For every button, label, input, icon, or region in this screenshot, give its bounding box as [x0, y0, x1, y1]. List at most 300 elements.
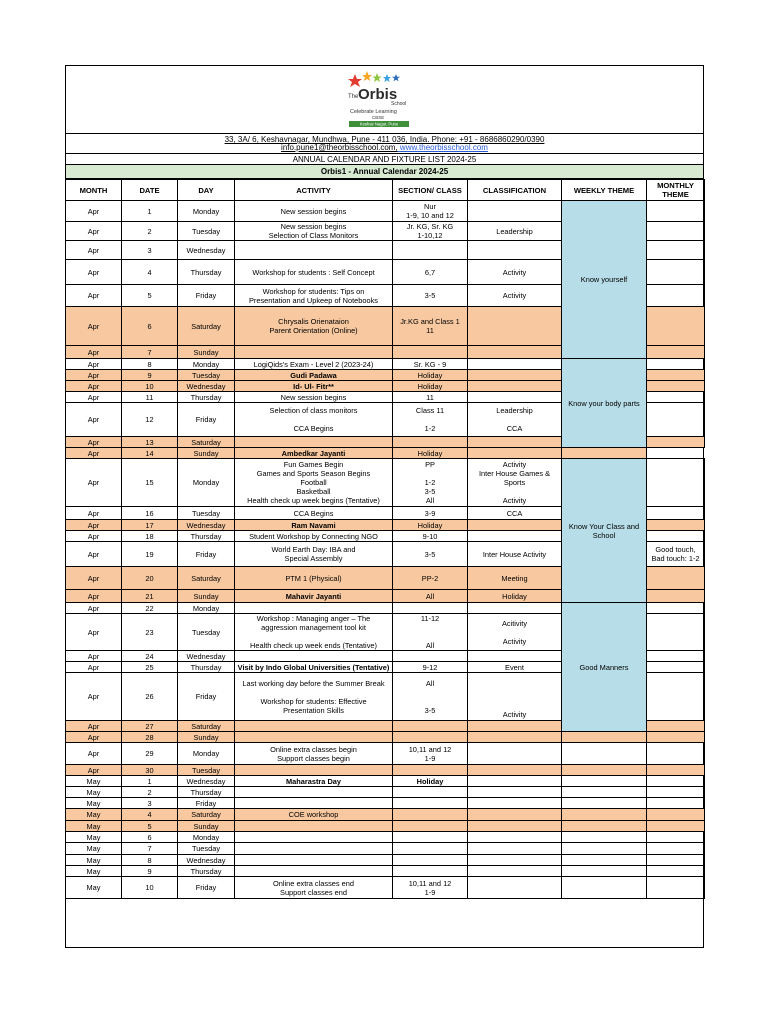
- cell-month: Apr: [66, 673, 122, 721]
- cell-activity: Fun Games Begin Games and Sports Season Begins Football Basketball Health check up week begins (Tentative): [235, 459, 393, 507]
- cell-section: [393, 787, 468, 798]
- cell-classification: Holiday: [468, 590, 562, 603]
- monthly-theme-empty: [647, 866, 705, 877]
- cell-day: Thursday: [178, 531, 235, 542]
- logo-tagline: Celebrate Learning: [350, 109, 397, 115]
- cell-day: Tuesday: [178, 843, 235, 855]
- cell-day: Friday: [178, 285, 235, 307]
- cell-classification: [468, 765, 562, 776]
- table-row: [66, 809, 705, 821]
- cell-section: Class 11 1-2: [393, 403, 468, 437]
- cell-date: 1: [122, 201, 178, 222]
- cell-section: 3-9: [393, 507, 468, 520]
- cell-day: Sunday: [178, 590, 235, 603]
- monthly-theme-empty: [647, 381, 705, 392]
- cell-day: Friday: [178, 877, 235, 899]
- table-row: [66, 787, 705, 798]
- cell-month: Apr: [66, 381, 122, 392]
- col-day: DAY: [178, 180, 235, 201]
- cell-classification: [468, 832, 562, 843]
- cell-section: Holiday: [393, 370, 468, 381]
- monthly-theme-empty: [647, 614, 705, 651]
- col-weekly-theme: WEEKLY THEME: [562, 180, 647, 201]
- cell-classification: [468, 651, 562, 662]
- cell-section: Holiday: [393, 381, 468, 392]
- monthly-theme-empty: [647, 821, 705, 832]
- cell-activity: LogiQids's Exam - Level 2 (2023-24): [235, 359, 393, 370]
- cell-month: Apr: [66, 359, 122, 370]
- cell-date: 3: [122, 241, 178, 260]
- monthly-theme-empty: [647, 392, 705, 403]
- calendar-body: [66, 201, 705, 899]
- cell-activity: Student Workshop by Connecting NGO: [235, 531, 393, 542]
- monthly-theme-empty: [647, 567, 705, 590]
- cell-activity: CCA Begins: [235, 507, 393, 520]
- cell-day: Sunday: [178, 821, 235, 832]
- cell-classification: Inter House Activity: [468, 542, 562, 567]
- monthly-theme-empty: [647, 346, 705, 359]
- cell-classification: Meeting: [468, 567, 562, 590]
- cell-section: Jr.KG and Class 1 11: [393, 307, 468, 346]
- cell-date: 6: [122, 832, 178, 843]
- cell-day: Wednesday: [178, 381, 235, 392]
- cell-month: May: [66, 832, 122, 843]
- monthly-theme-empty: [562, 448, 647, 459]
- weekly-theme-empty: [562, 843, 647, 855]
- cell-activity: [235, 843, 393, 855]
- cell-month: Apr: [66, 662, 122, 673]
- weekly-theme-empty: [562, 855, 647, 866]
- cell-month: May: [66, 877, 122, 899]
- cell-day: Tuesday: [178, 614, 235, 651]
- cell-date: 8: [122, 855, 178, 866]
- cell-month: Apr: [66, 370, 122, 381]
- cell-classification: [468, 721, 562, 732]
- weekly-theme-empty: [562, 776, 647, 787]
- cell-activity: [235, 651, 393, 662]
- cell-day: Monday: [178, 832, 235, 843]
- cell-day: Friday: [178, 673, 235, 721]
- monthly-theme-empty: [647, 673, 705, 721]
- table-row: [66, 732, 705, 743]
- cell-day: Monday: [178, 743, 235, 765]
- cell-month: Apr: [66, 721, 122, 732]
- monthly-theme-empty: [647, 832, 705, 843]
- monthly-theme-empty: [647, 437, 705, 448]
- cell-day: Friday: [178, 798, 235, 809]
- weekly-theme-empty: [562, 821, 647, 832]
- cell-classification: [468, 843, 562, 855]
- cell-section: 3-5: [393, 285, 468, 307]
- cell-date: 6: [122, 307, 178, 346]
- cell-section: 10,11 and 12 1-9: [393, 877, 468, 899]
- cell-month: Apr: [66, 285, 122, 307]
- monthly-theme-empty: [647, 201, 705, 222]
- monthly-theme-empty: [647, 241, 705, 260]
- cell-date: 19: [122, 542, 178, 567]
- cell-classification: [468, 520, 562, 531]
- cell-section: Holiday: [393, 520, 468, 531]
- cell-section: 3-5: [393, 542, 468, 567]
- cell-section: [393, 821, 468, 832]
- cell-activity: [235, 437, 393, 448]
- cell-classification: CCA: [468, 507, 562, 520]
- cell-month: Apr: [66, 567, 122, 590]
- cell-activity: [235, 765, 393, 776]
- cell-month: May: [66, 843, 122, 855]
- cell-month: Apr: [66, 651, 122, 662]
- cell-section: [393, 346, 468, 359]
- cell-activity: [235, 866, 393, 877]
- weekly-theme: Know Your Class and School: [562, 459, 647, 603]
- cell-date: 7: [122, 843, 178, 855]
- cell-classification: Leadership: [468, 222, 562, 241]
- school-logo: [345, 68, 415, 128]
- weekly-theme: Know yourself: [562, 201, 647, 359]
- cell-section: Holiday: [393, 776, 468, 787]
- cell-date: 29: [122, 743, 178, 765]
- cell-day: Wednesday: [178, 855, 235, 866]
- cell-section: [393, 866, 468, 877]
- cell-classification: [468, 798, 562, 809]
- cell-classification: [468, 821, 562, 832]
- monthly-theme-empty: [647, 507, 705, 520]
- cell-classification: [468, 855, 562, 866]
- cell-section: [393, 843, 468, 855]
- cell-day: Wednesday: [178, 241, 235, 260]
- cell-activity: Id- Ul- Fitr**: [235, 381, 393, 392]
- cell-day: Tuesday: [178, 370, 235, 381]
- cell-activity: [235, 603, 393, 614]
- cell-section: 9-10: [393, 531, 468, 542]
- cell-classification: [468, 437, 562, 448]
- cell-classification: [468, 392, 562, 403]
- cell-day: Tuesday: [178, 507, 235, 520]
- cell-month: Apr: [66, 520, 122, 531]
- cell-classification: [468, 787, 562, 798]
- logo-name: Orbis: [358, 86, 398, 103]
- monthly-theme-empty: [647, 776, 705, 787]
- cell-activity: World Earth Day: IBA and Special Assembly: [235, 542, 393, 567]
- cell-section: [393, 241, 468, 260]
- cell-classification: [468, 776, 562, 787]
- cell-day: Wednesday: [178, 520, 235, 531]
- cell-day: Thursday: [178, 392, 235, 403]
- monthly-theme-empty: [647, 260, 705, 285]
- col-monthly-theme: MONTHLY THEME: [647, 180, 705, 201]
- school-website[interactable]: www.theorbisschool.com: [397, 143, 488, 152]
- cell-section: [393, 651, 468, 662]
- cell-activity: [235, 832, 393, 843]
- cell-activity: Online extra classes begin Support classes begin: [235, 743, 393, 765]
- cell-date: 23: [122, 614, 178, 651]
- col-section: SECTION/ CLASS: [393, 180, 468, 201]
- cell-month: May: [66, 798, 122, 809]
- monthly-theme: Good touch, Bad touch: 1-2: [647, 542, 705, 567]
- cell-month: Apr: [66, 542, 122, 567]
- cell-classification: [468, 531, 562, 542]
- weekly-theme-empty: [562, 809, 647, 821]
- monthly-theme-empty: [647, 531, 705, 542]
- cell-month: May: [66, 809, 122, 821]
- table-row: [66, 603, 705, 614]
- calendar-table: [65, 179, 705, 899]
- cell-date: 13: [122, 437, 178, 448]
- cell-section: [393, 855, 468, 866]
- cell-section: PP-2: [393, 567, 468, 590]
- cell-date: 5: [122, 285, 178, 307]
- cell-month: Apr: [66, 222, 122, 241]
- cell-activity: Maharastra Day: [235, 776, 393, 787]
- cell-section: All 3-5: [393, 673, 468, 721]
- document-title: [66, 153, 703, 164]
- calendar-title: Orbis1 - Annual Calendar 2024-25: [320, 167, 449, 176]
- cell-date: 11: [122, 392, 178, 403]
- cell-classification: Activity: [468, 673, 562, 721]
- cell-section: All: [393, 590, 468, 603]
- table-row: [66, 359, 705, 370]
- weekly-theme-empty: [562, 765, 647, 776]
- cell-activity: Mahavir Jayanti: [235, 590, 393, 603]
- monthly-theme-empty: [647, 743, 705, 765]
- cell-day: Sunday: [178, 346, 235, 359]
- table-row: [66, 855, 705, 866]
- cell-section: [393, 809, 468, 821]
- weekly-theme-empty: [562, 877, 647, 899]
- cell-date: 9: [122, 866, 178, 877]
- cell-section: 11: [393, 392, 468, 403]
- cell-month: May: [66, 866, 122, 877]
- monthly-theme-empty: [647, 809, 705, 821]
- cell-section: PP 1-2 3-5 All: [393, 459, 468, 507]
- weekly-theme-empty: [562, 866, 647, 877]
- weekly-theme-empty: [562, 798, 647, 809]
- cell-date: 7: [122, 346, 178, 359]
- cell-day: Tuesday: [178, 765, 235, 776]
- table-row: [66, 798, 705, 809]
- calendar-title-band: [66, 164, 703, 179]
- cell-classification: Acitivity Activity: [468, 614, 562, 651]
- cell-activity: New session begins: [235, 201, 393, 222]
- cell-date: 26: [122, 673, 178, 721]
- cell-date: 21: [122, 590, 178, 603]
- cell-day: Monday: [178, 201, 235, 222]
- cell-classification: [468, 201, 562, 222]
- table-row: [66, 743, 705, 765]
- cell-month: Apr: [66, 307, 122, 346]
- cell-date: 3: [122, 798, 178, 809]
- cell-activity: [235, 241, 393, 260]
- cell-classification: Leadership CCA: [468, 403, 562, 437]
- cell-section: 9-12: [393, 662, 468, 673]
- cell-classification: Activity: [468, 285, 562, 307]
- cell-classification: [468, 381, 562, 392]
- contact-line: [66, 143, 703, 152]
- cell-date: 20: [122, 567, 178, 590]
- cell-section: 10,11 and 12 1-9: [393, 743, 468, 765]
- weekly-theme: Good Manners: [562, 603, 647, 732]
- cell-activity: New session begins: [235, 392, 393, 403]
- cell-section: 6,7: [393, 260, 468, 285]
- cell-day: Wednesday: [178, 651, 235, 662]
- cell-date: 17: [122, 520, 178, 531]
- cell-classification: [468, 448, 562, 459]
- cell-month: Apr: [66, 437, 122, 448]
- cell-date: 25: [122, 662, 178, 673]
- cell-classification: [468, 359, 562, 370]
- cell-date: 8: [122, 359, 178, 370]
- monthly-theme-empty: [647, 651, 705, 662]
- school-address: 33, 3A/ 6, Keshavnagar, Mundhwa, Pune - 411 036, India. Phone: +91 - 8686860290/0390: [224, 135, 545, 144]
- cell-classification: [468, 877, 562, 899]
- monthly-theme-empty: [647, 285, 705, 307]
- cell-month: Apr: [66, 531, 122, 542]
- cell-day: Saturday: [178, 809, 235, 821]
- monthly-theme-empty: [647, 307, 705, 346]
- cell-day: Thursday: [178, 787, 235, 798]
- cell-classification: Event: [468, 662, 562, 673]
- col-month: MONTH: [66, 180, 122, 201]
- cell-classification: [468, 241, 562, 260]
- cell-day: Sunday: [178, 732, 235, 743]
- cell-month: Apr: [66, 765, 122, 776]
- cell-classification: [468, 346, 562, 359]
- table-row: [66, 776, 705, 787]
- table-header-row: [66, 180, 705, 201]
- cell-month: Apr: [66, 260, 122, 285]
- cell-date: 1: [122, 776, 178, 787]
- cell-month: Apr: [66, 732, 122, 743]
- monthly-theme-empty: [647, 855, 705, 866]
- cell-date: 15: [122, 459, 178, 507]
- table-row: [66, 765, 705, 776]
- cell-activity: [235, 732, 393, 743]
- logo-location: Keshav Nagar, Pune: [359, 121, 399, 127]
- monthly-theme-empty: [647, 877, 705, 899]
- table-row: [66, 866, 705, 877]
- cell-date: 4: [122, 260, 178, 285]
- cell-month: Apr: [66, 590, 122, 603]
- cell-month: May: [66, 821, 122, 832]
- cell-date: 2: [122, 222, 178, 241]
- cell-day: Thursday: [178, 260, 235, 285]
- monthly-theme-empty: [647, 662, 705, 673]
- cell-activity: New session begins Selection of Class Monitors: [235, 222, 393, 241]
- table-row: [66, 448, 705, 459]
- cell-date: 24: [122, 651, 178, 662]
- monthly-theme-empty: [647, 603, 705, 614]
- cell-day: Saturday: [178, 437, 235, 448]
- cell-classification: [468, 743, 562, 765]
- cell-day: Thursday: [178, 866, 235, 877]
- cell-section: [393, 832, 468, 843]
- cell-month: Apr: [66, 403, 122, 437]
- cell-day: Monday: [178, 359, 235, 370]
- document-title-text: ANNUAL CALENDAR AND FIXTURE LIST 2024-25: [292, 155, 477, 164]
- cell-section: [393, 765, 468, 776]
- cell-month: May: [66, 776, 122, 787]
- cell-section: [393, 437, 468, 448]
- cell-day: Saturday: [178, 721, 235, 732]
- cell-date: 18: [122, 531, 178, 542]
- cell-activity: [235, 787, 393, 798]
- star-figures-icon: [348, 71, 400, 87]
- cell-date: 9: [122, 370, 178, 381]
- cell-month: Apr: [66, 743, 122, 765]
- cell-month: Apr: [66, 392, 122, 403]
- cell-section: [393, 721, 468, 732]
- school-email[interactable]: info.pune1@theorbisschool.com,: [281, 143, 398, 152]
- table-row: [66, 821, 705, 832]
- cell-month: Apr: [66, 507, 122, 520]
- cell-section: Sr. KG - 9: [393, 359, 468, 370]
- cell-date: 2: [122, 787, 178, 798]
- weekly-theme-empty: [562, 732, 647, 743]
- logo-board: CBSE: [372, 115, 385, 120]
- cell-classification: [468, 603, 562, 614]
- col-classification: CLASSIFICATION: [468, 180, 562, 201]
- cell-classification: Activity Inter House Games & Sports Activity: [468, 459, 562, 507]
- cell-date: 10: [122, 381, 178, 392]
- monthly-theme-empty: [647, 732, 705, 743]
- logo-the: The: [348, 94, 359, 100]
- table-row: [66, 877, 705, 899]
- cell-classification: [468, 866, 562, 877]
- cell-day: Friday: [178, 542, 235, 567]
- cell-month: May: [66, 787, 122, 798]
- cell-date: 14: [122, 448, 178, 459]
- cell-day: Saturday: [178, 567, 235, 590]
- cell-section: Jr. KG, Sr. KG 1-10,12: [393, 222, 468, 241]
- cell-classification: [468, 370, 562, 381]
- cell-day: Sunday: [178, 448, 235, 459]
- logo-school: School: [391, 101, 407, 107]
- cell-activity: [235, 346, 393, 359]
- weekly-theme-empty: [562, 743, 647, 765]
- table-row: [66, 459, 705, 507]
- cell-activity: PTM 1 (Physical): [235, 567, 393, 590]
- cell-month: Apr: [66, 603, 122, 614]
- cell-month: Apr: [66, 241, 122, 260]
- cell-activity: Workshop : Managing anger – The aggression management tool kit Health check up week ends (Tentative): [235, 614, 393, 651]
- cell-activity: [235, 798, 393, 809]
- cell-date: 27: [122, 721, 178, 732]
- cell-date: 10: [122, 877, 178, 899]
- cell-day: Wednesday: [178, 776, 235, 787]
- monthly-theme-empty: [647, 798, 705, 809]
- col-activity: ACTIVITY: [235, 180, 393, 201]
- cell-section: [393, 798, 468, 809]
- cell-day: Monday: [178, 459, 235, 507]
- cell-activity: Workshop for students: Tips on Presentation and Upkeep of Notebooks: [235, 285, 393, 307]
- cell-date: 22: [122, 603, 178, 614]
- cell-date: 12: [122, 403, 178, 437]
- cell-day: Monday: [178, 603, 235, 614]
- monthly-theme-empty: [647, 459, 705, 507]
- cell-activity: Ambedkar Jayanti: [235, 448, 393, 459]
- cell-section: [393, 732, 468, 743]
- cell-section: [393, 603, 468, 614]
- cell-activity: Ram Navami: [235, 520, 393, 531]
- col-date: DATE: [122, 180, 178, 201]
- monthly-theme-empty: [647, 403, 705, 437]
- cell-month: Apr: [66, 614, 122, 651]
- weekly-theme: Know your body parts: [562, 359, 647, 448]
- cell-day: Tuesday: [178, 222, 235, 241]
- cell-section: Holiday: [393, 448, 468, 459]
- table-row: [66, 201, 705, 222]
- cell-activity: Online extra classes end Support classes end: [235, 877, 393, 899]
